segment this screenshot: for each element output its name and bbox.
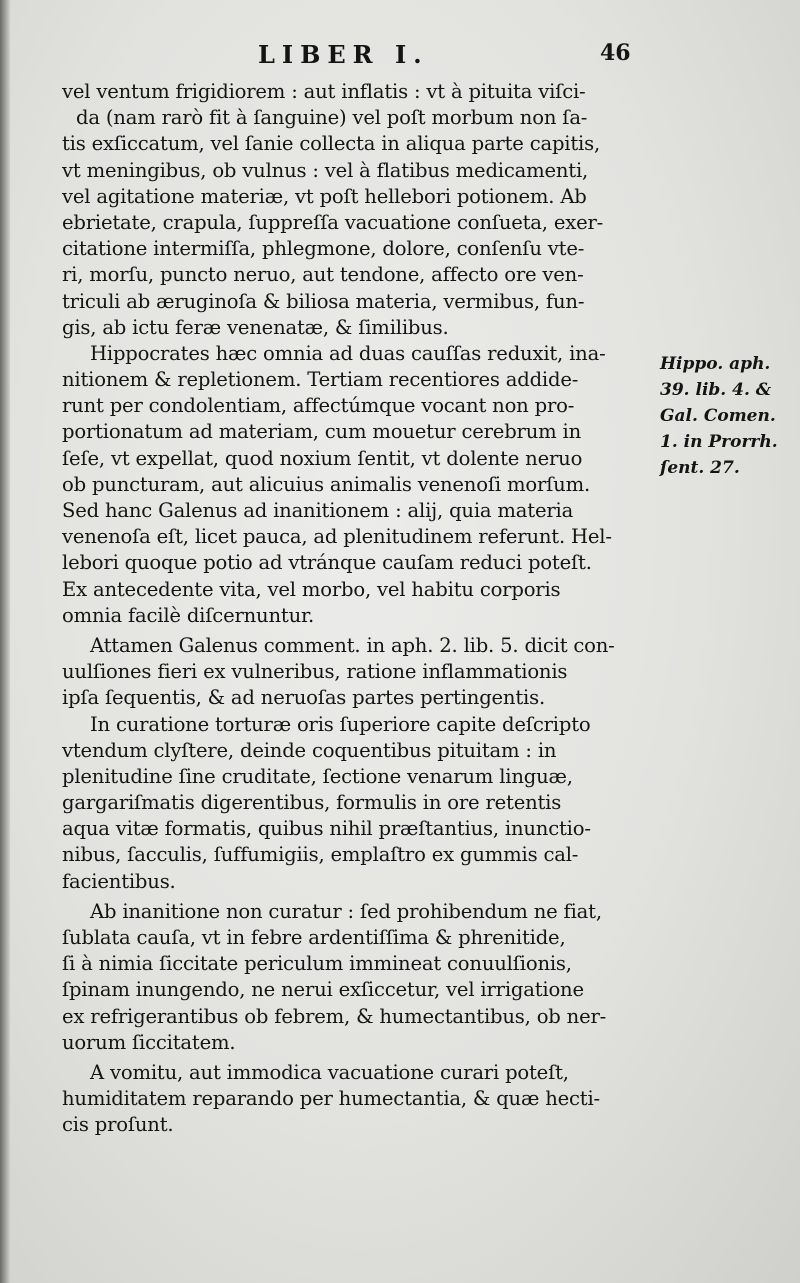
text-line: uulſiones fieri ex vulneribus, ratione inflammationis bbox=[62, 660, 568, 684]
margin-note-line: Gal. Comen. bbox=[660, 406, 776, 426]
text-line: ipſa ſequentis, & ad neruoſas partes pertingentis. bbox=[62, 686, 545, 710]
page-gutter-shadow bbox=[0, 0, 10, 1283]
paragraph-start-line: In curatione torturæ oris ſuperiore capite deſcripto bbox=[90, 712, 591, 736]
paragraph-start-line: Ab inanitione non curatur : ſed prohibendum ne fiat, bbox=[90, 899, 602, 923]
page-header bbox=[0, 40, 800, 80]
text-line: nitionem & repletionem. Tertiam recentiores addide- bbox=[62, 368, 579, 392]
text-line: runt per condolentiam, affectúmque vocant non pro- bbox=[62, 394, 575, 418]
text-line: portionatum ad materiam, cum mouetur cerebrum in bbox=[62, 420, 582, 444]
text-line: omnia facilè diſcernuntur. bbox=[62, 603, 315, 627]
text-line: lebori quoque potio ad vtránque cauſam reduci poteſt. bbox=[62, 551, 592, 575]
text-line: nibus, ſacculis, ſuffumigiis, emplaſtro ex gummis cal- bbox=[62, 843, 579, 867]
text-line: vel ventum frigidiorem : aut inflatis : vt à pituita viſci- bbox=[62, 80, 586, 103]
body-text bbox=[62, 79, 647, 1139]
text-line: tis exſiccatum, vel ſanie collecta in aliqua parte capitis, bbox=[62, 132, 600, 156]
text-line: gargariſmatis digerentibus, formulis in ore retentis bbox=[62, 791, 562, 815]
text-line: Ex antecedente vita, vel morbo, vel habitu corporis bbox=[62, 577, 561, 601]
text-line: vel agitatione materiæ, vt poſt hellebori potionem. Ab bbox=[62, 184, 587, 208]
text-line: plenitudine ſine cruditate, ſectione venarum linguæ, bbox=[62, 764, 573, 788]
marginal-note bbox=[660, 351, 790, 481]
text-line: aqua vitæ formatis, quibus nihil præſtantius, inunctio- bbox=[62, 817, 591, 841]
text-line: da (nam rarò fit à ſanguine) vel poſt morbum non ſa- bbox=[76, 106, 588, 130]
paragraph-start-line: Hippocrates hæc omnia ad duas cauſſas reduxit, ina- bbox=[90, 341, 606, 365]
text-line: vtendum clyſtere, deinde coquentibus pituitam : in bbox=[62, 738, 557, 762]
page-number: 46 bbox=[600, 40, 631, 66]
text-line: ſublata cauſa, vt in febre ardentiſſima & phrenitide, bbox=[62, 926, 566, 949]
margin-note-line: 1. in Prorrh. bbox=[660, 432, 778, 452]
text-line: ſpinam inungendo, ne nerui exſiccetur, vel irrigatione bbox=[62, 978, 584, 1002]
text-line: ex refrigerantibus ob febrem, & humectantibus, ob ner- bbox=[62, 1004, 607, 1028]
margin-note-line: 39. lib. 4. & bbox=[660, 380, 772, 400]
text-line: vt meningibus, ob vulnus : vel à flatibus medicamenti, bbox=[62, 158, 589, 182]
text-line: ebrietate, crapula, ſuppreſſa vacuatione conſueta, exer- bbox=[62, 210, 604, 234]
text-line: facientibus. bbox=[62, 869, 176, 893]
text-line: venenoſa eſt, licet pauca, ad plenitudinem referunt. Hel- bbox=[62, 525, 612, 549]
running-title: LIBER I. bbox=[258, 40, 429, 69]
paragraph-start-line: A vomitu, aut immodica vacuatione curari poteſt, bbox=[90, 1060, 569, 1084]
text-line: ob puncturam, aut alicuius animalis venenoſi morſum. bbox=[62, 472, 590, 496]
text-line: gis, ab ictu feræ venenatæ, & ſimilibus. bbox=[62, 315, 449, 339]
text-line: ri, morſu, puncto neruo, aut tendone, affecto ore ven- bbox=[62, 263, 584, 287]
text-line: uorum ſiccitatem. bbox=[62, 1030, 236, 1054]
text-line: cis proſunt. bbox=[62, 1113, 174, 1137]
text-line: triculi ab æruginoſa & biliosa materia, vermibus, fun- bbox=[62, 289, 585, 313]
margin-note-line: ſent. 27. bbox=[660, 458, 740, 478]
text-line: ſi à nimia ſiccitate periculum immineat conuulſionis, bbox=[62, 952, 572, 976]
margin-note-line: Hippo. aph. bbox=[660, 354, 771, 374]
text-line: Sed hanc Galenus ad inanitionem : alij, quia materia bbox=[62, 499, 574, 522]
text-line: humiditatem reparando per humectantia, & quæ hecti- bbox=[62, 1087, 600, 1111]
text-line: citatione intermiſſa, phlegmone, dolore, conſenſu vte- bbox=[62, 237, 585, 261]
paragraph-start-line: Attamen Galenus comment. in aph. 2. lib. 5. dicit con- bbox=[90, 633, 615, 657]
text-line: ſeſe, vt expellat, quod noxium ſentit, vt dolente neruo bbox=[62, 446, 583, 470]
